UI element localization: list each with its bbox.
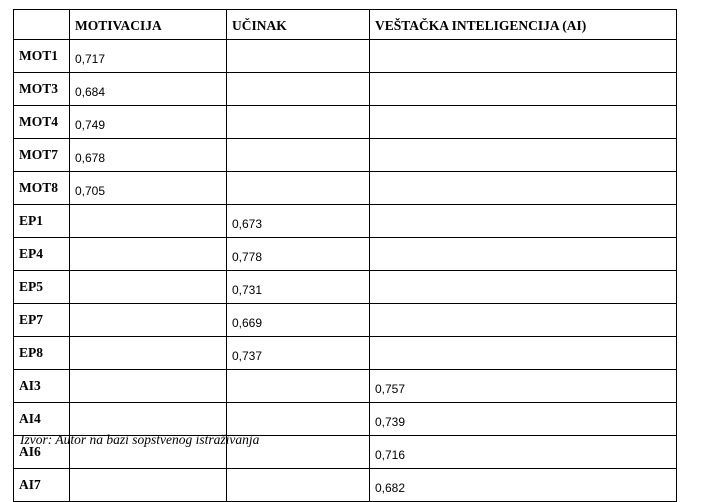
loading-value-cell: [370, 73, 677, 106]
table-row: [14, 370, 677, 403]
table-row: [14, 403, 677, 436]
row-label: EP4: [14, 238, 70, 271]
table-row: [14, 271, 677, 304]
table-row: [14, 304, 677, 337]
loading-value-cell: [370, 106, 677, 139]
table-row: [14, 139, 677, 172]
loading-value-cell: 0,739: [370, 403, 677, 436]
row-label: EP5: [14, 271, 70, 304]
header-corner-cell: [14, 10, 70, 40]
loading-value-cell: 0,731: [227, 271, 370, 304]
row-label: MOT1: [14, 40, 70, 73]
loading-value-cell: 0,717: [70, 40, 227, 73]
loading-value-cell: [227, 370, 370, 403]
loading-value-cell: 0,682: [370, 469, 677, 502]
loading-value-cell: [370, 304, 677, 337]
loading-value-cell: 0,678: [70, 139, 227, 172]
header-vestacka-inteligencija: VEŠTAČKA INTELIGENCIJA (AI): [370, 10, 677, 40]
header-ucinak: UČINAK: [227, 10, 370, 40]
table-row: [14, 73, 677, 106]
loading-value-cell: [227, 172, 370, 205]
row-label: AI3: [14, 370, 70, 403]
table-row: [14, 205, 677, 238]
loading-value-cell: [370, 172, 677, 205]
loading-value-cell: 0,778: [227, 238, 370, 271]
loading-value-cell: [70, 337, 227, 370]
loading-value-cell: [70, 469, 227, 502]
loading-value-cell: [227, 40, 370, 73]
loading-value-cell: 0,757: [370, 370, 677, 403]
row-label: MOT4: [14, 106, 70, 139]
factor-loadings-table: [13, 9, 677, 502]
row-label: MOT7: [14, 139, 70, 172]
loading-value-cell: [370, 205, 677, 238]
loading-value-cell: [227, 106, 370, 139]
table-header-row: [14, 10, 677, 40]
table-row: [14, 238, 677, 271]
loading-value-cell: 0,669: [227, 304, 370, 337]
row-label: MOT3: [14, 73, 70, 106]
loading-value-cell: [70, 370, 227, 403]
row-label: AI7: [14, 469, 70, 502]
loading-value-cell: 0,684: [70, 73, 227, 106]
loading-value-cell: [370, 271, 677, 304]
row-label: EP7: [14, 304, 70, 337]
table-row: [14, 172, 677, 205]
row-label: AI6: [14, 436, 70, 469]
row-label: EP8: [14, 337, 70, 370]
loading-value-cell: [370, 337, 677, 370]
loading-value-cell: [227, 403, 370, 436]
table-row: [14, 106, 677, 139]
loading-value-cell: [227, 73, 370, 106]
loading-value-cell: [70, 205, 227, 238]
row-label: EP1: [14, 205, 70, 238]
table-row: [14, 337, 677, 370]
header-motivacija: MOTIVACIJA: [70, 10, 227, 40]
loading-value-cell: [370, 40, 677, 73]
loading-value-cell: [370, 139, 677, 172]
loading-value-cell: [227, 469, 370, 502]
loading-value-cell: [70, 403, 227, 436]
loading-value-cell: [70, 238, 227, 271]
source-note: Izvor: Autor na bazi sopstvenog istraživanja: [20, 432, 260, 447]
loading-value-cell: [70, 271, 227, 304]
table-row: [14, 469, 677, 502]
row-label: AI4: [14, 403, 70, 436]
loading-value-cell: 0,737: [227, 337, 370, 370]
loading-value-cell: 0,705: [70, 172, 227, 205]
loading-value-cell: [70, 304, 227, 337]
loading-value-cell: 0,716: [370, 436, 677, 469]
loading-value-cell: 0,749: [70, 106, 227, 139]
row-label: MOT8: [14, 172, 70, 205]
loading-value-cell: [227, 139, 370, 172]
table-row: [14, 40, 677, 73]
loading-value-cell: [370, 238, 677, 271]
loading-value-cell: 0,673: [227, 205, 370, 238]
